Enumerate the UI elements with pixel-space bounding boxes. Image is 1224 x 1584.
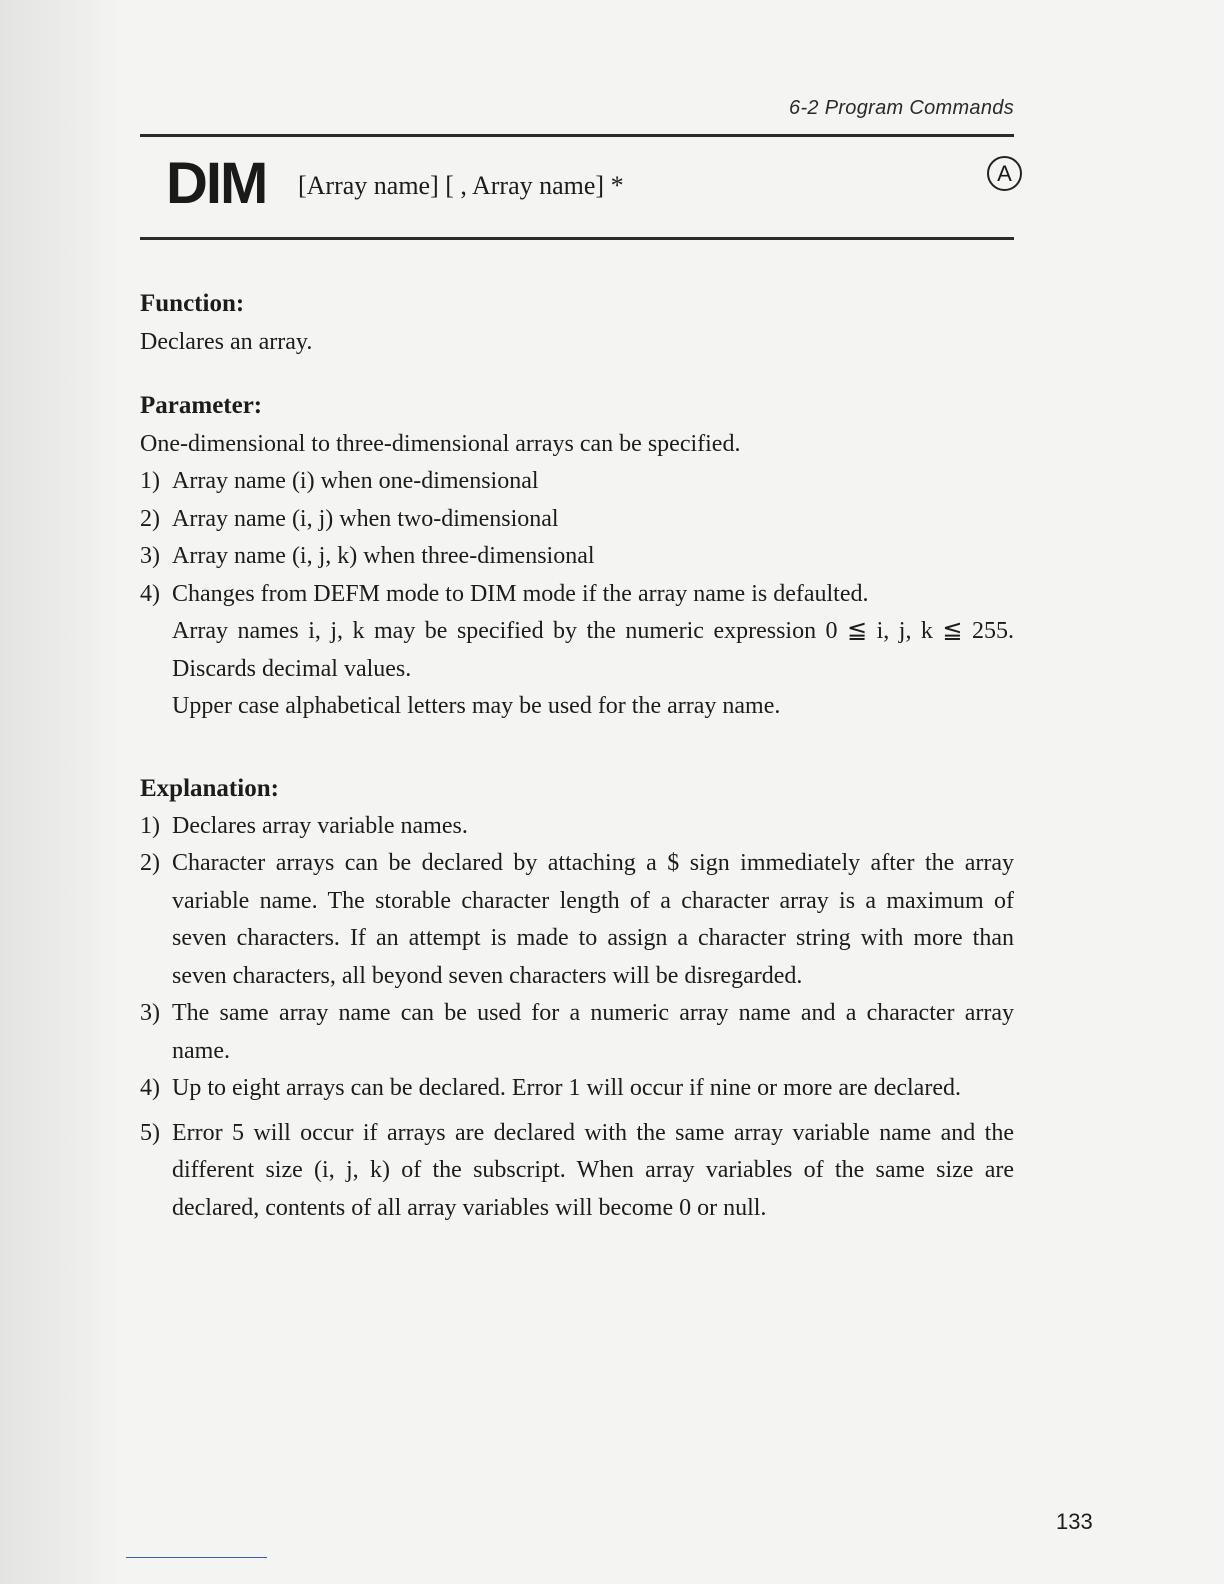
item-number: 1) <box>140 468 160 494</box>
command-name: DIM <box>166 151 267 216</box>
item-text: Array name (i, j, k) when three-dimensional <box>172 543 595 569</box>
item-number: 2) <box>140 505 160 532</box>
item-text: Character arrays can be declared by attaching a $ sign immediately after the array variable name. The storable character length of a character array is a maximum of seven characters. If an attempt is made to assign a character string with more than seven characters, all beyond seven characters will be disregarded. <box>172 850 1014 989</box>
parameter-item <box>140 538 1014 576</box>
explanation-item <box>140 1070 1014 1108</box>
mode-badge: A <box>987 156 1022 191</box>
explanation-section <box>140 770 1014 1228</box>
function-text: Declares an array. <box>140 329 313 355</box>
section-header: 6-2 Program Commands <box>789 97 1014 119</box>
title-rule-bottom <box>140 237 1014 240</box>
item-number: 1) <box>140 812 160 839</box>
parameter-item <box>140 576 1014 614</box>
item-number: 2) <box>140 850 160 876</box>
explanation-heading: Explanation: <box>140 774 279 802</box>
explanation-item <box>140 808 1014 846</box>
item-number: 3) <box>140 543 160 569</box>
parameter-heading: Parameter: <box>140 392 263 419</box>
function-section <box>140 285 1014 361</box>
item-text: Declares array variable names. <box>172 812 468 839</box>
command-syntax: [Array name] [ , Array name] * <box>298 171 624 200</box>
item-text: Error 5 will occur if arrays are declared with the same array variable name and the different size (i, j, k) of the subscript. When array variables of the same size are declared, contents of all array variables will become 0 or null. <box>172 1119 1014 1221</box>
item-number: 4) <box>140 580 160 607</box>
page-number: 133 <box>1056 1509 1093 1534</box>
item-text: The same array name can be used for a numeric array name and a character array name. <box>172 1000 1014 1064</box>
function-heading: Function: <box>140 290 245 317</box>
item-text: Array name (i, j) when two-dimensional <box>172 505 559 532</box>
item-text: Up to eight arrays can be declared. Error 1 will occur if nine or more are declared. <box>172 1075 961 1101</box>
explanation-item <box>140 845 1014 995</box>
explanation-item <box>140 995 1014 1070</box>
item-text: Array name (i) when one-dimensional <box>172 468 539 494</box>
item-number: 4) <box>140 1075 160 1101</box>
item-text: Changes from DEFM mode to DIM mode if the array name is defaulted. <box>172 580 869 607</box>
item-number: 5) <box>140 1119 160 1146</box>
footer-rule <box>126 1557 267 1558</box>
explanation-item <box>140 1115 1014 1228</box>
item-number: 3) <box>140 1000 160 1026</box>
parameter-section <box>140 387 1014 726</box>
parameter-note-range: Array names i, j, k may be specified by the numeric expression 0 ≦ i, j, k ≦ 255. Discards decimal values. <box>172 618 1014 682</box>
page-body <box>140 285 1014 1253</box>
parameter-item <box>140 501 1014 539</box>
title-rule-top <box>140 134 1014 137</box>
parameter-note-case: Upper case alphabetical letters may be used for the array name. <box>172 693 781 719</box>
parameter-intro: One-dimensional to three-dimensional arrays can be specified. <box>140 431 741 457</box>
parameter-item <box>140 463 1014 501</box>
